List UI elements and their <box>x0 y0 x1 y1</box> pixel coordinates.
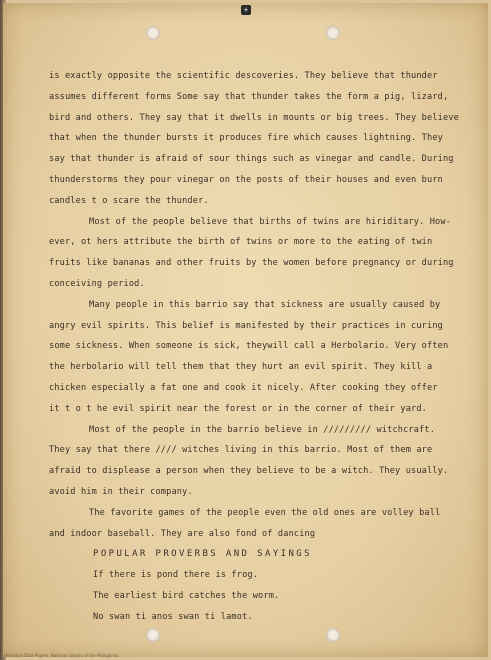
body-line: ever, ot hers attribute the birth of twins or more to the eating of twin <box>49 237 433 248</box>
body-line: They say that there //// witches living in this barrio. Most of them are <box>49 445 433 456</box>
body-line: avoid him in their company. <box>49 486 193 497</box>
punch-hole-bottom-right-icon <box>326 628 340 642</box>
body-line: say that thunder is afraid of sour things such as vinegar and candle. During <box>49 154 454 165</box>
proverb-line: No swan ti anos swan ti lamot. <box>93 611 253 622</box>
body-line: and indoor baseball. They are also fond of dancing <box>49 528 316 539</box>
body-line: that when the thunder bursts it produces fire which causes lightning. They <box>49 133 443 144</box>
punch-hole-bottom-left-icon <box>146 628 160 642</box>
body-line: candles t o scare the thunder. <box>49 195 209 206</box>
top-marker-icon: + <box>241 5 251 15</box>
document-body <box>49 66 469 628</box>
proverb-line: The earliest bird catches the worm. <box>93 590 280 601</box>
body-line: assumes different forms Some say that thunder takes the form a pig, lizard, <box>49 91 449 102</box>
body-line: afraid to displease a person when they believe to be a witch. They usually. <box>49 466 449 477</box>
body-line: the herbolario will tell them that they hurt an evil spirit. They kill a <box>49 362 433 373</box>
body-line: Most of the people in the barrio believe in ///////// witchcraft. <box>89 424 436 435</box>
body-line: Many people in this barrio say that sickness are usually caused by <box>89 299 441 310</box>
body-line: fruits like bananas and other fruits by the women before pregnancy or during <box>49 258 454 269</box>
punch-hole-right-icon <box>326 26 340 40</box>
punch-hole-left-icon <box>146 26 160 40</box>
body-line: it t o t he evil spirit near the forest or in the corner of their yard. <box>49 403 427 414</box>
document-page <box>3 3 488 657</box>
section-heading: POPULAR PROVERBS AND SAYINGS <box>93 549 312 560</box>
proverb-line: If there is pond there is frog. <box>93 570 259 581</box>
archive-footer: Historical Data Papers, National Library of the Philippines <box>4 653 119 658</box>
body-line: conceiving period. <box>49 278 145 289</box>
body-line: bird and others. They say that it dwells in mounts or big trees. They believe <box>49 112 459 123</box>
body-line: Most of the people believe that births of twins are hiriditary. How- <box>89 216 452 227</box>
body-line: is exactly opposite the scientific descoveries. They believe that thunder <box>49 71 438 81</box>
body-line: chicken especially a fat one and cook it nicely. After cooking they offer <box>49 382 438 393</box>
body-line: The favorite games of the people even the old ones are volley ball <box>89 507 441 518</box>
body-line: thunderstorms they pour vinegar on the posts of their houses and even burn <box>49 174 443 185</box>
body-line: angry evil spirits. This belief is manifested by their practices in curing <box>49 320 443 331</box>
body-line: some sickness. When someone is sick, theywill call a Herbolario. Very often <box>49 341 449 352</box>
